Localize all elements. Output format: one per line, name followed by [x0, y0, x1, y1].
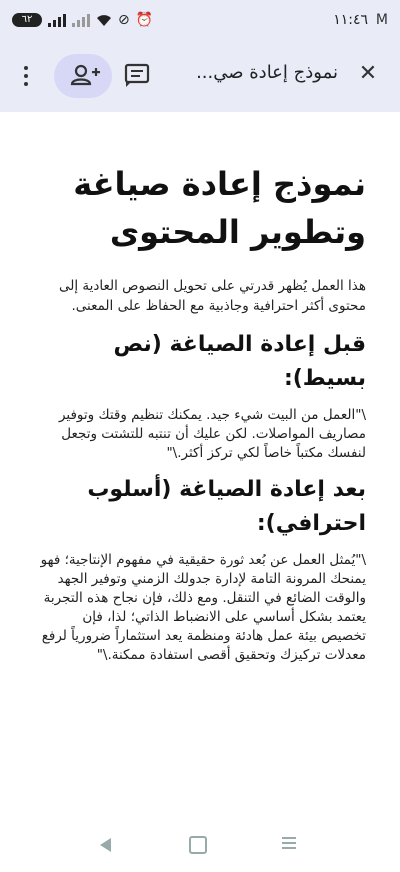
close-icon: ✕ — [358, 61, 378, 86]
recents-nav-icon[interactable] — [282, 837, 296, 849]
before-heading: قبل إعادة الصياغة (نص بسيط): — [113, 332, 366, 391]
status-indicators — [12, 12, 153, 28]
chat-button[interactable] — [122, 60, 152, 90]
after-heading: بعد إعادة الصياغة (أسلوب احترافي): — [87, 477, 366, 536]
top-app-bar — [0, 40, 400, 112]
gmail-notification-icon: M — [375, 12, 388, 28]
more-options-button[interactable] — [16, 62, 36, 90]
document-content — [34, 160, 366, 675]
status-bar — [0, 0, 400, 40]
back-nav-icon[interactable] — [100, 838, 111, 852]
status-time: ١١:٤٦ — [333, 12, 368, 28]
signal-icon — [48, 13, 66, 27]
more-vert-icon — [24, 66, 28, 70]
chat-icon — [122, 60, 152, 90]
battery-icon: ٦٢ — [12, 13, 42, 27]
wifi-icon — [96, 14, 112, 27]
system-nav-bar — [0, 824, 400, 872]
signal-2-icon — [72, 13, 90, 27]
person-add-icon — [54, 54, 112, 98]
add-person-button[interactable] — [54, 54, 112, 98]
after-paragraph: \"يُمثل العمل عن بُعد ثورة حقيقية في مفهوم الإنتاجية؛ فهو يمنحك المرونة التامة لإدارة جدولك الزمني وتوفير الجهد والوقت الضائع في التنقل. ومع ذلك، فإن نجاح هذه التجربة يعتمد بشكل أساسي على الانضباط الذاتي؛ لذا، فإن تخصيص بيئة عمل هادئة ومنظمة يعد استثماراً ضرورياً لرفع معدلات تركيزك وتحقيق أقصى استفادة ممكنة.\" — [40, 552, 366, 663]
intro-paragraph: هذا العمل يُظهر قدرتي على تحويل النصوص العادية إلى محتوى أكثر احترافية وجاذبية مع الحفاظ على المعنى. — [58, 278, 366, 314]
alarm-icon: ⏰ — [135, 12, 154, 28]
home-nav-icon[interactable] — [189, 836, 207, 854]
document-title: نموذج إعادة صياغة وتطوير المحتوى — [73, 165, 366, 251]
toolbar-title: نموذج إعادة صي... — [196, 62, 338, 83]
close-button[interactable] — [354, 60, 382, 88]
before-paragraph: \"العمل من البيت شيء جيد. يمكنك تنظيم وقتك وتوفير مصاريف المواصلات. لكن عليك أن تنتبه للتشتت وتجعل لنفسك مكتباً خاصاً لكي تركز أكثر.\" — [58, 407, 366, 461]
dnd-icon: ⊘ — [118, 12, 130, 28]
